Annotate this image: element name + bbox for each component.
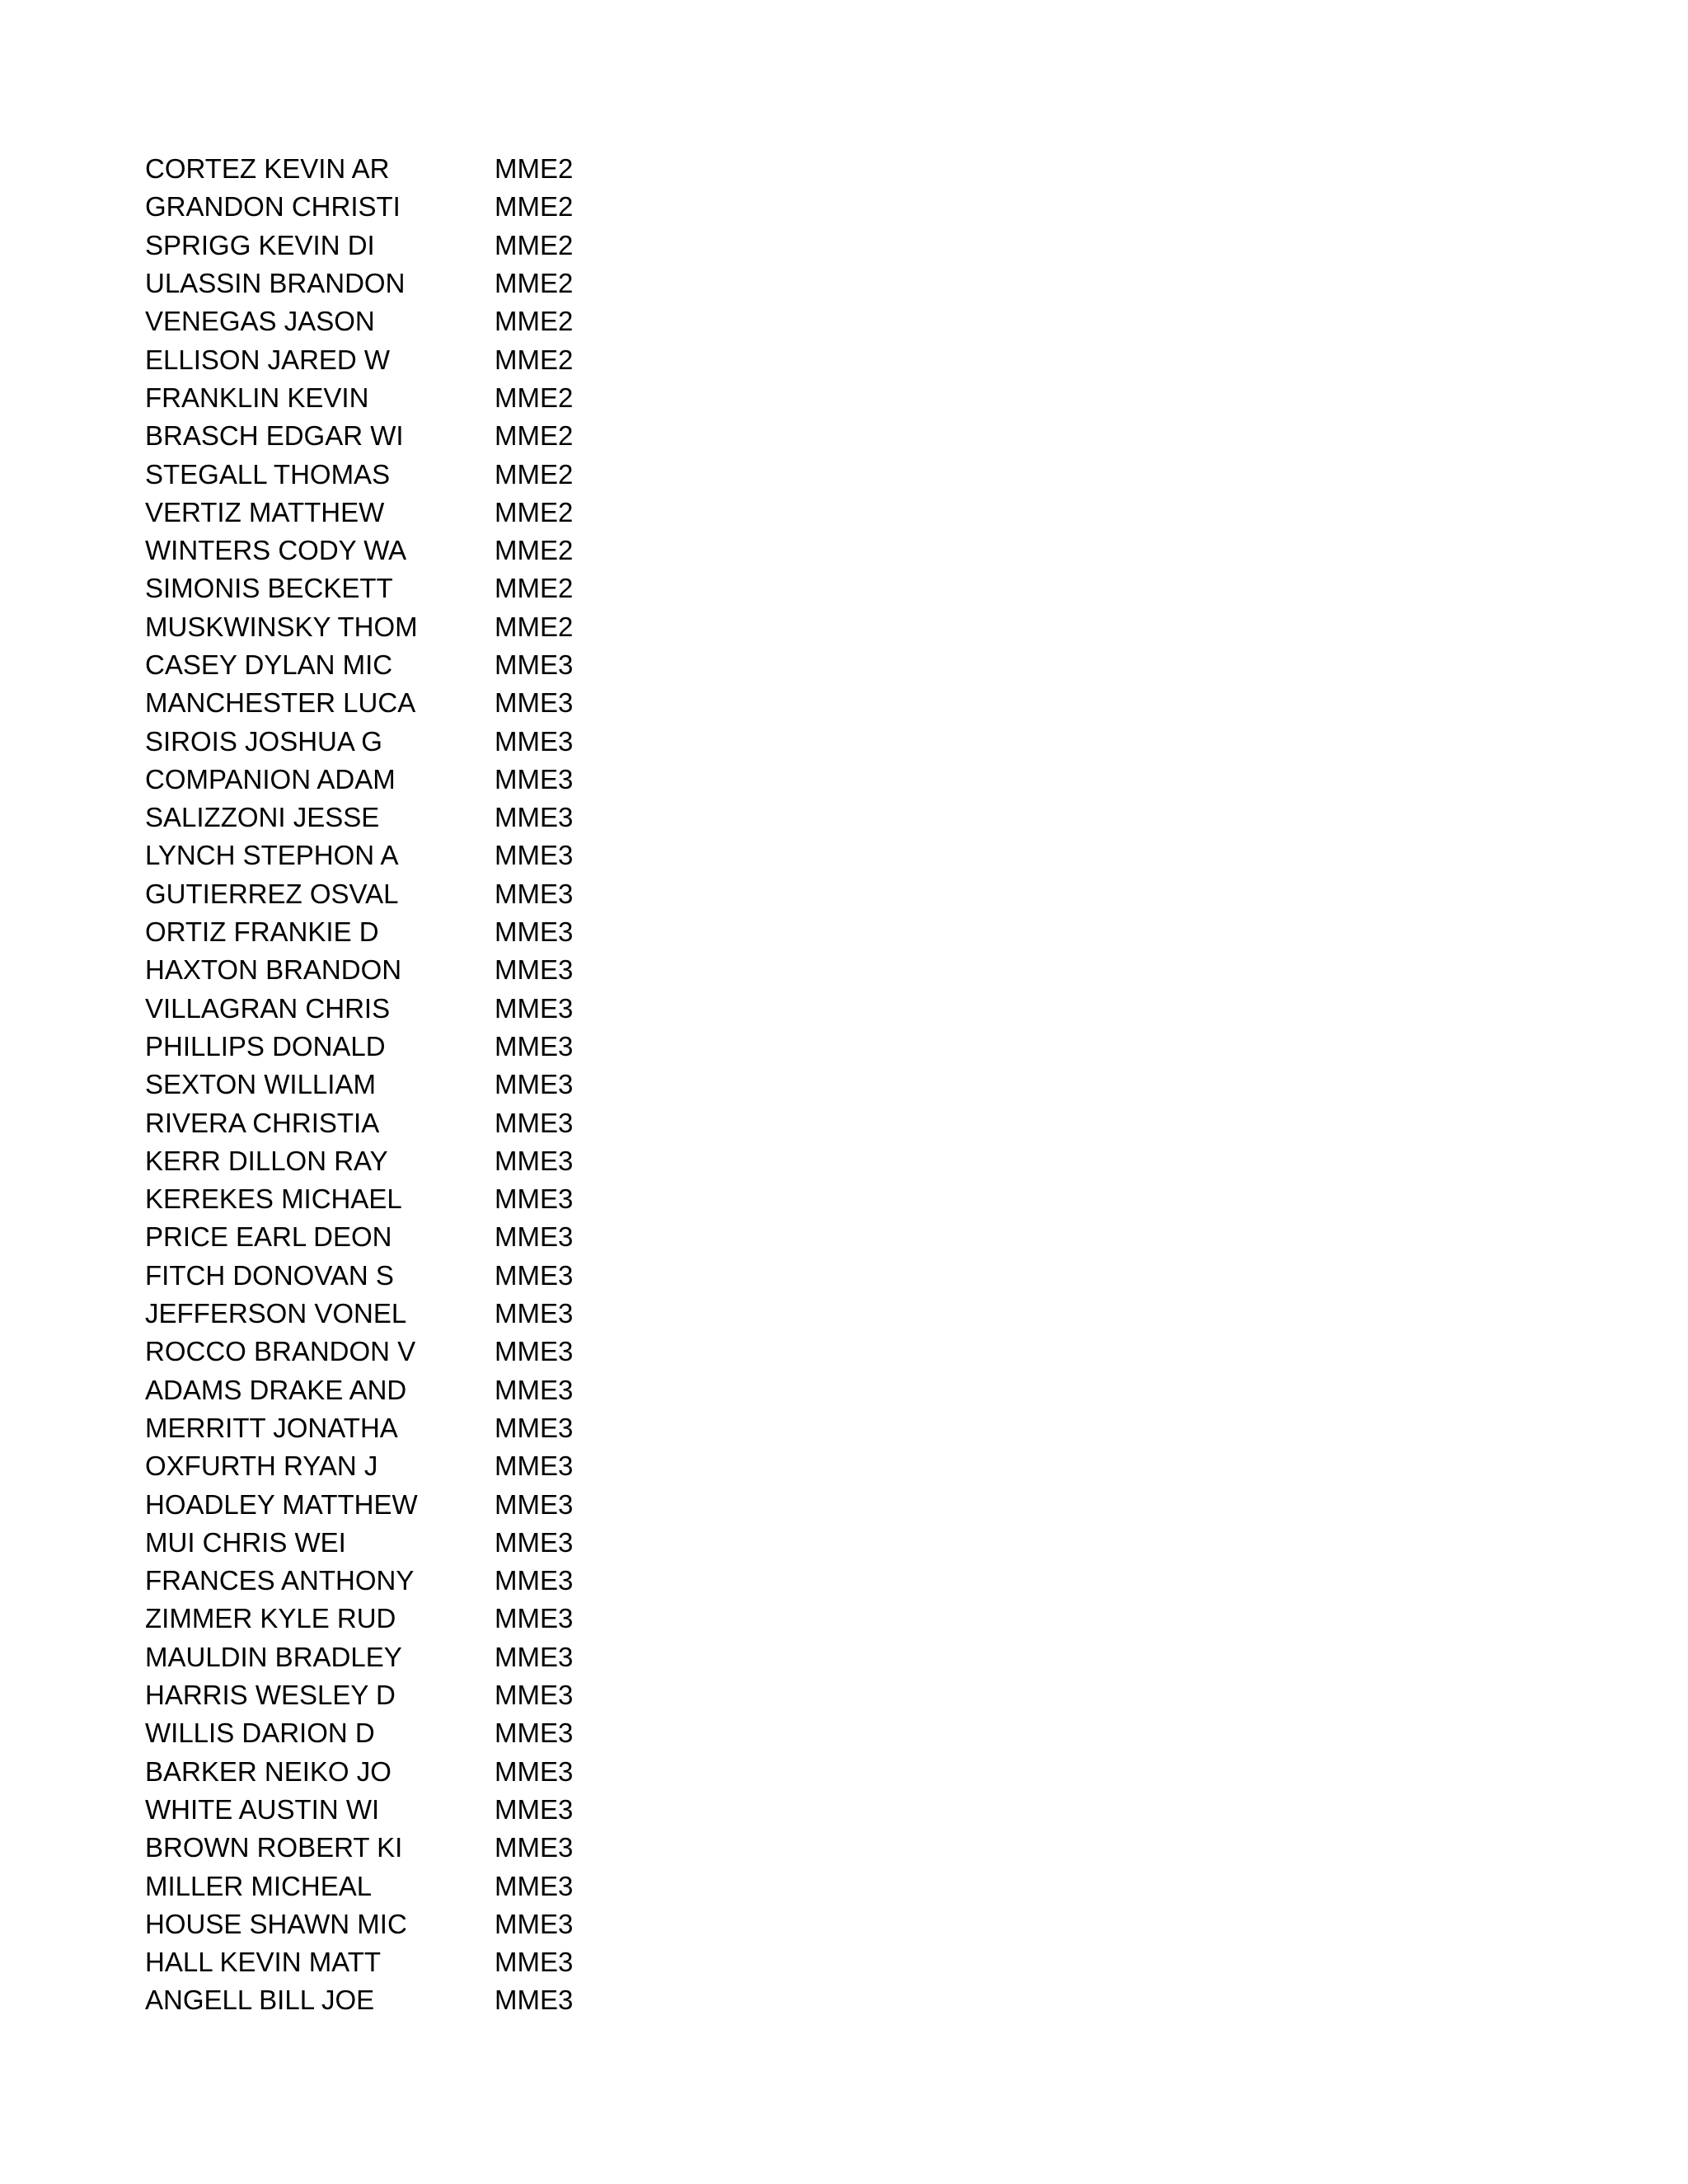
- member-name: KEREKES MICHAEL: [145, 1183, 402, 1215]
- roster-row: [145, 1180, 887, 1218]
- member-grade: MME3: [495, 649, 574, 680]
- member-grade: MME3: [495, 1336, 574, 1367]
- member-name: MANCHESTER LUCA: [145, 687, 416, 719]
- member-grade: MME3: [495, 1947, 574, 1978]
- member-grade: MME3: [495, 725, 574, 757]
- member-grade: MME3: [495, 1870, 574, 1901]
- member-grade: MME3: [495, 954, 574, 986]
- roster-row: [145, 150, 887, 188]
- roster-row: [145, 1752, 887, 1790]
- roster-row: [145, 1791, 887, 1829]
- member-grade: MME2: [495, 191, 574, 223]
- member-grade: MME3: [495, 1985, 574, 2016]
- roster-row: [145, 417, 887, 455]
- member-name: CORTEZ KEVIN AR: [145, 153, 390, 185]
- member-grade: MME3: [495, 1107, 574, 1138]
- member-grade: MME3: [495, 1412, 574, 1443]
- roster-row: [145, 1066, 887, 1104]
- member-name: VERTIZ MATTHEW: [145, 496, 385, 527]
- member-grade: MME3: [495, 1793, 574, 1825]
- roster-row: [145, 1447, 887, 1485]
- member-name: SALIZZONI JESSE: [145, 802, 380, 833]
- member-name: STEGALL THOMAS: [145, 458, 391, 490]
- roster-row: [145, 1409, 887, 1447]
- member-grade: MME2: [495, 229, 574, 260]
- member-grade: MME3: [495, 1718, 574, 1749]
- roster-row: [145, 1295, 887, 1333]
- member-grade: MME2: [495, 535, 574, 566]
- member-grade: MME3: [495, 992, 574, 1024]
- roster-row: [145, 455, 887, 493]
- roster-row: [145, 990, 887, 1028]
- member-name: FRANKLIN KEVIN: [145, 382, 369, 413]
- roster-row: [145, 340, 887, 378]
- member-name: CASEY DYLAN MIC: [145, 649, 393, 680]
- member-grade: MME3: [495, 1374, 574, 1405]
- member-grade: MME2: [495, 268, 574, 299]
- roster-row: [145, 608, 887, 646]
- member-grade: MME2: [495, 496, 574, 527]
- roster-row: [145, 494, 887, 532]
- member-name: MUI CHRIS WEI: [145, 1526, 346, 1558]
- roster-row: [145, 799, 887, 837]
- member-grade: MME3: [495, 1832, 574, 1863]
- member-name: SIROIS JOSHUA G: [145, 725, 382, 757]
- member-name: ELLISON JARED W: [145, 344, 391, 375]
- member-grade: MME3: [495, 1908, 574, 1939]
- roster-row: [145, 1829, 887, 1867]
- member-grade: MME3: [495, 687, 574, 719]
- member-grade: MME3: [495, 1488, 574, 1520]
- member-grade: MME2: [495, 153, 574, 185]
- member-grade: MME3: [495, 1565, 574, 1596]
- roster-row: [145, 1562, 887, 1600]
- roster-row: [145, 761, 887, 799]
- roster-row: [145, 1257, 887, 1295]
- roster-row: [145, 1943, 887, 1981]
- member-name: WILLIS DARION D: [145, 1718, 375, 1749]
- member-name: GUTIERREZ OSVAL: [145, 878, 399, 909]
- member-grade: MME3: [495, 1641, 574, 1672]
- member-grade: MME3: [495, 1183, 574, 1215]
- member-grade: MME3: [495, 840, 574, 871]
- member-name: WINTERS CODY WA: [145, 535, 407, 566]
- roster-row: [145, 265, 887, 302]
- roster-row: [145, 1600, 887, 1638]
- member-grade: MME3: [495, 1069, 574, 1100]
- roster-row: [145, 532, 887, 569]
- roster-row: [145, 837, 887, 874]
- member-grade: MME3: [495, 1221, 574, 1253]
- member-grade: MME3: [495, 1603, 574, 1634]
- roster-row: [145, 722, 887, 760]
- roster-row: [145, 1981, 887, 2019]
- member-name: HARRIS WESLEY D: [145, 1680, 396, 1711]
- member-name: HALL KEVIN MATT: [145, 1947, 382, 1978]
- member-grade: MME3: [495, 802, 574, 833]
- member-name: ANGELL BILL JOE: [145, 1985, 375, 2016]
- member-name: BRASCH EDGAR WI: [145, 420, 404, 452]
- member-name: GRANDON CHRISTI: [145, 191, 401, 223]
- member-name: ZIMMER KYLE RUD: [145, 1603, 396, 1634]
- member-grade: MME3: [495, 763, 574, 794]
- member-name: MILLER MICHEAL: [145, 1870, 373, 1901]
- member-grade: MME3: [495, 1451, 574, 1482]
- member-name: WHITE AUSTIN WI: [145, 1793, 380, 1825]
- member-name: COMPANION ADAM: [145, 763, 396, 794]
- member-grade: MME2: [495, 573, 574, 604]
- member-grade: MME3: [495, 1259, 574, 1291]
- roster-row: [145, 1333, 887, 1371]
- roster-row: [145, 1714, 887, 1752]
- roster-row: [145, 379, 887, 417]
- member-name: OXFURTH RYAN J: [145, 1451, 378, 1482]
- member-name: ROCCO BRANDON V: [145, 1336, 416, 1367]
- member-name: HOADLEY MATTHEW: [145, 1488, 418, 1520]
- member-name: PHILLIPS DONALD: [145, 1030, 386, 1062]
- member-name: FITCH DONOVAN S: [145, 1259, 394, 1291]
- member-grade: MME3: [495, 1298, 574, 1329]
- member-name: SEXTON WILLIAM: [145, 1069, 376, 1100]
- member-grade: MME2: [495, 611, 574, 642]
- member-name: ADAMS DRAKE AND: [145, 1374, 407, 1405]
- member-name: LYNCH STEPHON A: [145, 840, 399, 871]
- roster-row: [145, 875, 887, 913]
- member-name: MUSKWINSKY THOM: [145, 611, 418, 642]
- roster-row: [145, 1218, 887, 1256]
- roster-row: [145, 913, 887, 951]
- member-name: KERR DILLON RAY: [145, 1145, 388, 1176]
- roster-row: [145, 1638, 887, 1676]
- member-grade: MME2: [495, 382, 574, 413]
- member-grade: MME2: [495, 420, 574, 452]
- member-grade: MME3: [495, 916, 574, 948]
- roster-row: [145, 951, 887, 989]
- roster-row: [145, 302, 887, 340]
- member-grade: MME3: [495, 1755, 574, 1787]
- member-name: FRANCES ANTHONY: [145, 1565, 415, 1596]
- member-name: SPRIGG KEVIN DI: [145, 229, 375, 260]
- member-grade: MME3: [495, 1030, 574, 1062]
- member-name: PRICE EARL DEON: [145, 1221, 392, 1253]
- roster-row: [145, 1104, 887, 1141]
- member-grade: MME3: [495, 878, 574, 909]
- member-name: VENEGAS JASON: [145, 306, 375, 337]
- member-name: SIMONIS BECKETT: [145, 573, 393, 604]
- member-name: BROWN ROBERT KI: [145, 1832, 403, 1863]
- member-name: JEFFERSON VONEL: [145, 1298, 407, 1329]
- roster-row: [145, 646, 887, 684]
- roster-row: [145, 1524, 887, 1562]
- roster-row: [145, 1371, 887, 1409]
- member-grade: MME2: [495, 344, 574, 375]
- member-name: HOUSE SHAWN MIC: [145, 1908, 407, 1939]
- member-name: MAULDIN BRADLEY: [145, 1641, 402, 1672]
- member-grade: MME2: [495, 306, 574, 337]
- member-grade: MME3: [495, 1145, 574, 1176]
- roster-row: [145, 1867, 887, 1905]
- roster-row: [145, 684, 887, 722]
- roster-row: [145, 1676, 887, 1714]
- member-name: ULASSIN BRANDON: [145, 268, 406, 299]
- roster-row: [145, 569, 887, 607]
- member-name: RIVERA CHRISTIA: [145, 1107, 380, 1138]
- roster-row: [145, 188, 887, 226]
- member-name: ORTIZ FRANKIE D: [145, 916, 379, 948]
- roster-row: [145, 1905, 887, 1943]
- member-name: MERRITT JONATHA: [145, 1412, 398, 1443]
- roster-list: [145, 150, 887, 2020]
- roster-row: [145, 1142, 887, 1180]
- member-name: HAXTON BRANDON: [145, 954, 402, 986]
- member-grade: MME3: [495, 1680, 574, 1711]
- member-grade: MME2: [495, 458, 574, 490]
- member-name: BARKER NEIKO JO: [145, 1755, 392, 1787]
- member-name: VILLAGRAN CHRIS: [145, 992, 391, 1024]
- member-grade: MME3: [495, 1526, 574, 1558]
- roster-row: [145, 1028, 887, 1066]
- roster-row: [145, 1485, 887, 1523]
- roster-row: [145, 227, 887, 265]
